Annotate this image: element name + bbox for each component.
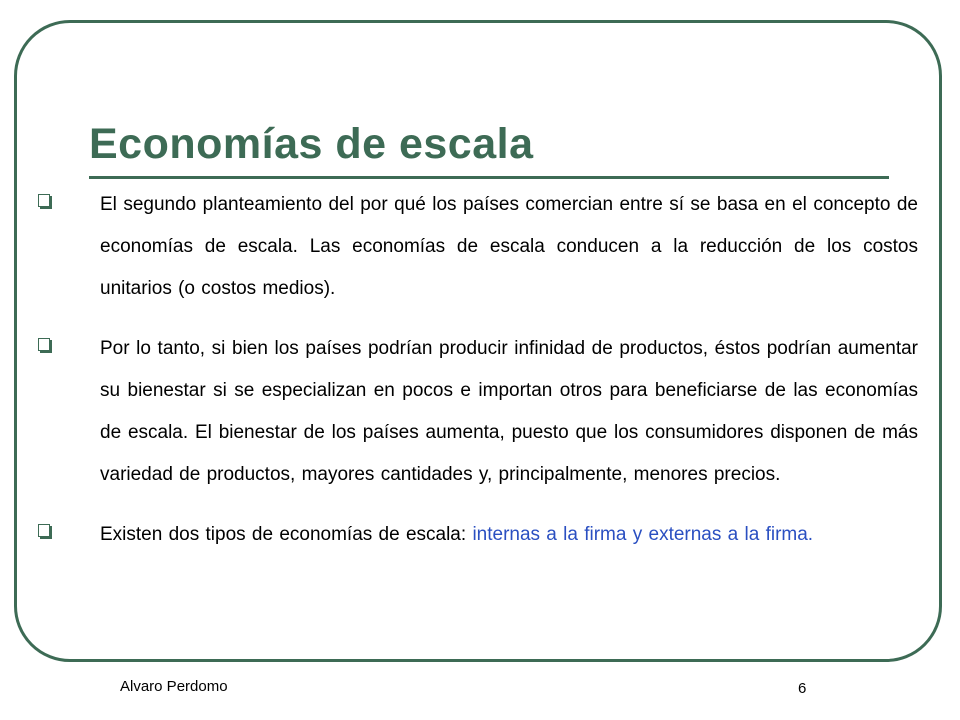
- page-number: 6: [798, 680, 807, 697]
- bullet-text: El segundo planteamiento del por qué los países comercian entre sí se basa en el concepto de economías de escala. Las economías de escala conducen a la reducción de los costos unitarios (o costos medios).: [100, 194, 918, 299]
- bullet-text: [100, 514, 918, 556]
- checkbox-square-icon: [38, 194, 50, 207]
- bullet-item: [38, 184, 918, 310]
- checkbox-square-icon: [38, 524, 50, 537]
- bullet-item: [38, 514, 918, 556]
- bullet-text-prefix: Existen dos tipos de economías de escala:: [100, 524, 473, 545]
- title-underline: [89, 176, 889, 179]
- bullet-item: [38, 328, 918, 496]
- footer-author: Alvaro Perdomo: [120, 678, 228, 695]
- slide-title: Economías de escala: [89, 120, 534, 168]
- highlighted-text: internas a la firma y externas a la firma.: [472, 524, 814, 545]
- bullet-list: [38, 184, 918, 574]
- checkbox-square-icon: [38, 338, 50, 351]
- bullet-text: Por lo tanto, si bien los países podrían producir infinidad de productos, éstos podrían aumentar su bienestar si se especializan en pocos e importan otros para beneficiarse de las economías de escala. El bienestar de los países aumenta, puesto que los consumidores disponen de más variedad de productos, mayores cantidades y, principalmente, menores precios.: [100, 338, 918, 485]
